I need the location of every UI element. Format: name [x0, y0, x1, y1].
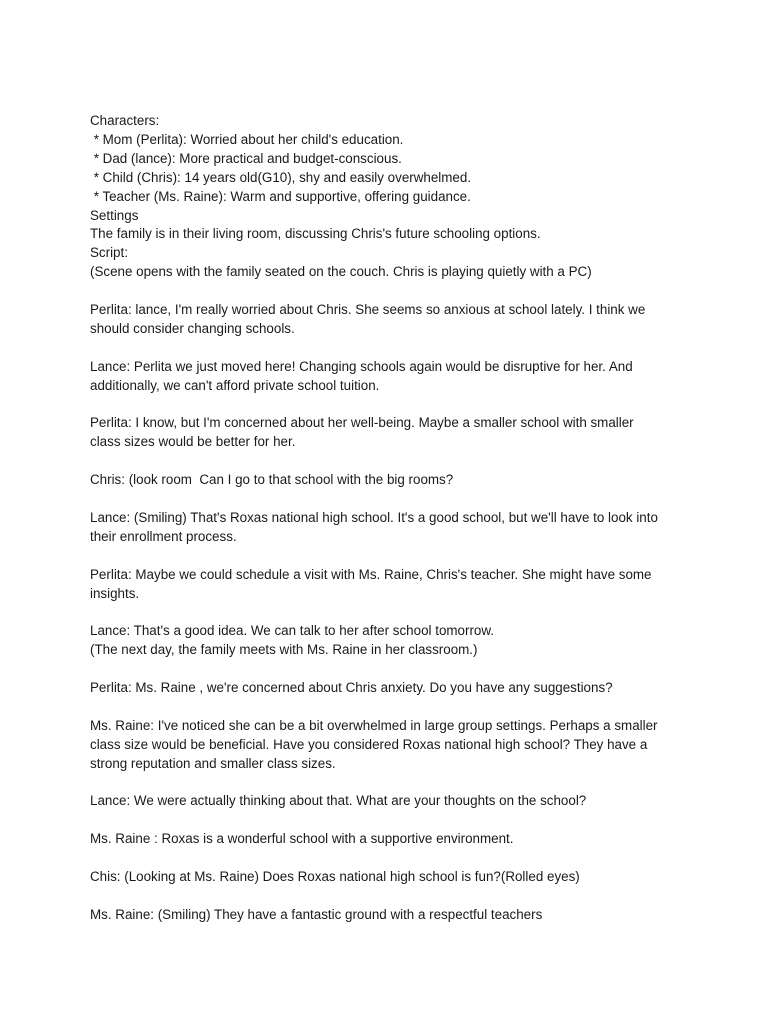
dialogue-line: Perlita: I know, but I'm concerned about her well-being. Maybe a smaller school with smaller: [90, 415, 634, 431]
dialogue-paragraph: [90, 830, 690, 849]
dialogue-paragraph: [90, 358, 690, 396]
dialogue-paragraph: [90, 414, 690, 452]
scene-opening-direction: (Scene opens with the family seated on the couch. Chris is playing quietly with a PC): [90, 264, 592, 280]
document-page: [90, 112, 690, 925]
paragraph-gap: [90, 282, 690, 301]
dialogue-line: (The next day, the family meets with Ms. Raine in her classroom.): [90, 642, 478, 658]
character-entry-dad: * Dad (lance): More practical and budget-conscious.: [90, 150, 402, 166]
dialogue-line: additionally, we can't afford private school tuition.: [90, 377, 380, 393]
dialogue-paragraph: [90, 509, 690, 547]
script-heading: Script:: [90, 245, 128, 261]
character-entry-mom: * Mom (Perlita): Worried about her child's education.: [90, 131, 404, 147]
dialogue-line: should consider changing schools.: [90, 320, 295, 336]
characters-heading: Characters:: [90, 113, 160, 128]
dialogue-line: class size would be beneficial. Have you considered Roxas national high school? They have a: [90, 736, 648, 752]
dialogue-paragraph: [90, 566, 690, 604]
dialogue-paragraph: [90, 679, 690, 698]
dialogue-line: Ms. Raine : Roxas is a wonderful school with a supportive environment.: [90, 831, 514, 847]
dialogue-line: insights.: [90, 585, 140, 601]
settings-text: The family is in their living room, discussing Chris's future schooling options.: [90, 226, 541, 242]
dialogue-line: Lance: (Smiling) That's Roxas national high school. It's a good school, but we'll have to look into: [90, 509, 658, 525]
dialogue-line: their enrollment process.: [90, 528, 237, 544]
dialogue-line: Ms. Raine: (Smiling) They have a fantastic ground with a respectful teachers: [90, 906, 543, 922]
dialogue-line: Lance: That's a good idea. We can talk to her after school tomorrow.: [90, 623, 495, 639]
dialogue-paragraph: [90, 301, 690, 339]
dialogue-line: Ms. Raine: I've noticed she can be a bit overwhelmed in large group settings. Perhaps a smaller: [90, 717, 658, 733]
dialogue-paragraph: [90, 471, 690, 490]
dialogue-line: Lance: Perlita we just moved here! Changing schools again would be disruptive for her. And: [90, 358, 633, 374]
character-entry-child: * Child (Chris): 14 years old(G10), shy and easily overwhelmed.: [90, 169, 472, 185]
dialogue-paragraph: [90, 906, 690, 925]
character-entry-teacher: * Teacher (Ms. Raine): Warm and supportive, offering guidance.: [90, 188, 471, 204]
settings-heading: Settings: [90, 207, 139, 223]
dialogue-line: Lance: We were actually thinking about that. What are your thoughts on the school?: [90, 793, 587, 809]
dialogue-paragraph: [90, 622, 690, 660]
dialogue-paragraph: [90, 868, 690, 887]
dialogue-section: [90, 301, 690, 925]
dialogue-line: Perlita: Ms. Raine , we're concerned about Chris anxiety. Do you have any suggestions?: [90, 680, 613, 696]
dialogue-paragraph: [90, 717, 690, 774]
dialogue-line: strong reputation and smaller class sizes.: [90, 755, 336, 771]
dialogue-paragraph: [90, 792, 690, 811]
dialogue-line: Perlita: Maybe we could schedule a visit with Ms. Raine, Chris's teacher. She might have some: [90, 566, 652, 582]
dialogue-line: Chris: (look room Can I go to that school with the big rooms?: [90, 472, 454, 488]
dialogue-line: class sizes would be better for her.: [90, 434, 296, 450]
dialogue-line: Chis: (Looking at Ms. Raine) Does Roxas national high school is fun?(Rolled eyes): [90, 869, 580, 885]
dialogue-line: Perlita: lance, I'm really worried about Chris. She seems so anxious at school lately. I think we: [90, 302, 646, 318]
